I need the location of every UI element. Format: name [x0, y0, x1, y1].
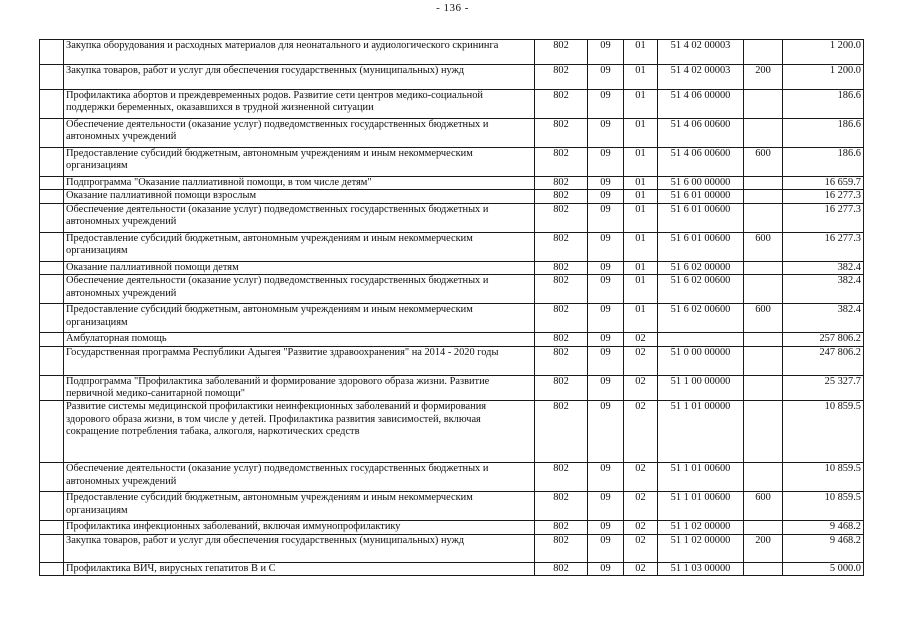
amount-cell: 16 277.3: [783, 203, 864, 232]
row-blank-cell: [40, 261, 64, 274]
amount-cell: 9 468.2: [783, 521, 864, 534]
budget-table-body: [40, 40, 864, 576]
row-blank-cell: [40, 190, 64, 203]
subsection-code-cell: 01: [624, 40, 658, 65]
ministry-code-cell: 802: [535, 119, 588, 148]
row-blank-cell: [40, 40, 64, 65]
subsection-code-cell: 01: [624, 90, 658, 119]
target-article-cell: [658, 333, 744, 346]
row-blank-cell: [40, 304, 64, 333]
row-blank-cell: [40, 148, 64, 177]
row-blank-cell: [40, 562, 64, 575]
target-article-cell: 51 0 00 00000: [658, 346, 744, 375]
expense-type-cell: [744, 562, 783, 575]
row-blank-cell: [40, 275, 64, 304]
amount-cell: 186.6: [783, 148, 864, 177]
section-code-cell: 09: [588, 65, 624, 90]
ministry-code-cell: 802: [535, 304, 588, 333]
table-row: [40, 521, 864, 534]
amount-cell: 5 000.0: [783, 562, 864, 575]
amount-cell: 382.4: [783, 261, 864, 274]
item-name-cell: Профилактика абортов и преждевременных родов. Развитие сети центров медико-социальной поддержки беременных, оказавшихся в трудной жизненной ситуации: [64, 90, 535, 119]
amount-cell: 10 859.5: [783, 463, 864, 492]
table-row: [40, 562, 864, 575]
target-article-cell: 51 1 02 00000: [658, 521, 744, 534]
section-code-cell: 09: [588, 40, 624, 65]
item-name-cell: Закупка оборудования и расходных материалов для неонатального и аудиологического скрининга: [64, 40, 535, 65]
row-blank-cell: [40, 375, 64, 401]
item-name-cell: Закупка товаров, работ и услуг для обеспечения государственных (муниципальных) нужд: [64, 534, 535, 562]
expense-type-cell: [744, 375, 783, 401]
ministry-code-cell: 802: [535, 203, 588, 232]
amount-cell: 186.6: [783, 90, 864, 119]
expense-type-cell: [744, 40, 783, 65]
ministry-code-cell: 802: [535, 190, 588, 203]
section-code-cell: 09: [588, 463, 624, 492]
section-code-cell: 09: [588, 148, 624, 177]
expense-type-cell: [744, 261, 783, 274]
amount-cell: 1 200.0: [783, 40, 864, 65]
subsection-code-cell: 02: [624, 562, 658, 575]
table-row: [40, 232, 864, 261]
amount-cell: 16 277.3: [783, 190, 864, 203]
table-row: [40, 177, 864, 190]
amount-cell: 1 200.0: [783, 65, 864, 90]
amount-cell: 257 806.2: [783, 333, 864, 346]
ministry-code-cell: 802: [535, 521, 588, 534]
row-blank-cell: [40, 119, 64, 148]
expense-type-cell: [744, 90, 783, 119]
subsection-code-cell: 01: [624, 190, 658, 203]
budget-table: [39, 39, 864, 576]
table-row: [40, 90, 864, 119]
ministry-code-cell: 802: [535, 65, 588, 90]
subsection-code-cell: 01: [624, 304, 658, 333]
item-name-cell: Закупка товаров, работ и услуг для обеспечения государственных (муниципальных) нужд: [64, 65, 535, 90]
target-article-cell: 51 1 01 00600: [658, 492, 744, 521]
ministry-code-cell: 802: [535, 375, 588, 401]
amount-cell: 25 327.7: [783, 375, 864, 401]
ministry-code-cell: 802: [535, 492, 588, 521]
section-code-cell: 09: [588, 90, 624, 119]
row-blank-cell: [40, 65, 64, 90]
item-name-cell: Подпрограмма "Оказание паллиативной помощи, в том числе детям": [64, 177, 535, 190]
table-row: [40, 275, 864, 304]
target-article-cell: 51 4 06 00000: [658, 90, 744, 119]
ministry-code-cell: 802: [535, 40, 588, 65]
ministry-code-cell: 802: [535, 275, 588, 304]
table-row: [40, 463, 864, 492]
ministry-code-cell: 802: [535, 148, 588, 177]
section-code-cell: 09: [588, 333, 624, 346]
subsection-code-cell: 02: [624, 346, 658, 375]
amount-cell: 10 859.5: [783, 492, 864, 521]
target-article-cell: 51 1 01 00600: [658, 463, 744, 492]
target-article-cell: 51 4 02 00003: [658, 40, 744, 65]
table-row: [40, 65, 864, 90]
section-code-cell: 09: [588, 346, 624, 375]
table-row: [40, 492, 864, 521]
subsection-code-cell: 01: [624, 203, 658, 232]
amount-cell: 382.4: [783, 304, 864, 333]
section-code-cell: 09: [588, 562, 624, 575]
item-name-cell: Профилактика инфекционных заболеваний, включая иммунопрофилактику: [64, 521, 535, 534]
subsection-code-cell: 02: [624, 492, 658, 521]
item-name-cell: Профилактика ВИЧ, вирусных гепатитов B и C: [64, 562, 535, 575]
amount-cell: 382.4: [783, 275, 864, 304]
expense-type-cell: 600: [744, 148, 783, 177]
row-blank-cell: [40, 534, 64, 562]
row-blank-cell: [40, 521, 64, 534]
table-row: [40, 534, 864, 562]
target-article-cell: 51 6 01 00600: [658, 232, 744, 261]
table-row: [40, 401, 864, 463]
expense-type-cell: [744, 463, 783, 492]
amount-cell: 16 277.3: [783, 232, 864, 261]
section-code-cell: 09: [588, 232, 624, 261]
row-blank-cell: [40, 463, 64, 492]
row-blank-cell: [40, 177, 64, 190]
expense-type-cell: 200: [744, 534, 783, 562]
table-row: [40, 190, 864, 203]
section-code-cell: 09: [588, 275, 624, 304]
ministry-code-cell: 802: [535, 232, 588, 261]
expense-type-cell: [744, 333, 783, 346]
target-article-cell: 51 4 02 00003: [658, 65, 744, 90]
subsection-code-cell: 02: [624, 534, 658, 562]
subsection-code-cell: 01: [624, 261, 658, 274]
expense-type-cell: [744, 190, 783, 203]
expense-type-cell: 600: [744, 492, 783, 521]
item-name-cell: Обеспечение деятельности (оказание услуг) подведомственных государственных бюджетных и автономных учреждений: [64, 275, 535, 304]
item-name-cell: Предоставление субсидий бюджетным, автономным учреждениям и иным некоммерческим организациям: [64, 148, 535, 177]
target-article-cell: 51 1 03 00000: [658, 562, 744, 575]
section-code-cell: 09: [588, 190, 624, 203]
section-code-cell: 09: [588, 375, 624, 401]
table-row: [40, 346, 864, 375]
item-name-cell: Оказание паллиативной помощи взрослым: [64, 190, 535, 203]
target-article-cell: 51 6 02 00600: [658, 275, 744, 304]
amount-cell: 186.6: [783, 119, 864, 148]
section-code-cell: 09: [588, 521, 624, 534]
target-article-cell: 51 6 02 00000: [658, 261, 744, 274]
section-code-cell: 09: [588, 261, 624, 274]
section-code-cell: 09: [588, 492, 624, 521]
expense-type-cell: [744, 119, 783, 148]
expense-type-cell: 200: [744, 65, 783, 90]
item-name-cell: Оказание паллиативной помощи детям: [64, 261, 535, 274]
target-article-cell: 51 6 00 00000: [658, 177, 744, 190]
row-blank-cell: [40, 90, 64, 119]
section-code-cell: 09: [588, 119, 624, 148]
table-row: [40, 119, 864, 148]
target-article-cell: 51 6 01 00600: [658, 203, 744, 232]
page-number: - 136 -: [436, 2, 469, 14]
section-code-cell: 09: [588, 534, 624, 562]
item-name-cell: Предоставление субсидий бюджетным, автономным учреждениям и иным некоммерческим организациям: [64, 304, 535, 333]
table-row: [40, 40, 864, 65]
ministry-code-cell: 802: [535, 463, 588, 492]
ministry-code-cell: 802: [535, 261, 588, 274]
subsection-code-cell: 01: [624, 232, 658, 261]
amount-cell: 10 859.5: [783, 401, 864, 463]
subsection-code-cell: 01: [624, 65, 658, 90]
amount-cell: 247 806.2: [783, 346, 864, 375]
row-blank-cell: [40, 346, 64, 375]
table-row: [40, 375, 864, 401]
expense-type-cell: [744, 203, 783, 232]
subsection-code-cell: 01: [624, 148, 658, 177]
item-name-cell: Подпрограмма "Профилактика заболеваний и формирование здорового образа жизни. Развитие первичной медико-санитарной помощи": [64, 375, 535, 401]
section-code-cell: 09: [588, 203, 624, 232]
subsection-code-cell: 02: [624, 401, 658, 463]
target-article-cell: 51 4 06 00600: [658, 119, 744, 148]
item-name-cell: Предоставление субсидий бюджетным, автономным учреждениям и иным некоммерческим организациям: [64, 232, 535, 261]
item-name-cell: Амбулаторная помощь: [64, 333, 535, 346]
expense-type-cell: [744, 521, 783, 534]
row-blank-cell: [40, 203, 64, 232]
amount-cell: 16 659.7: [783, 177, 864, 190]
item-name-cell: Предоставление субсидий бюджетным, автономным учреждениям и иным некоммерческим организациям: [64, 492, 535, 521]
amount-cell: 9 468.2: [783, 534, 864, 562]
expense-type-cell: 600: [744, 232, 783, 261]
ministry-code-cell: 802: [535, 177, 588, 190]
table-row: [40, 203, 864, 232]
section-code-cell: 09: [588, 401, 624, 463]
target-article-cell: 51 6 01 00000: [658, 190, 744, 203]
subsection-code-cell: 02: [624, 375, 658, 401]
row-blank-cell: [40, 232, 64, 261]
target-article-cell: 51 6 02 00600: [658, 304, 744, 333]
table-row: [40, 261, 864, 274]
section-code-cell: 09: [588, 304, 624, 333]
item-name-cell: Развитие системы медицинской профилактики неинфекционных заболеваний и формирования здорового образа жизни, в том числе у детей. Профилактика развития зависимостей, включая сокращение потребления табака, алкоголя, наркотических средств: [64, 401, 535, 463]
ministry-code-cell: 802: [535, 90, 588, 119]
subsection-code-cell: 02: [624, 521, 658, 534]
row-blank-cell: [40, 492, 64, 521]
expense-type-cell: [744, 275, 783, 304]
item-name-cell: Государственная программа Республики Адыгея "Развитие здравоохранения" на 2014 - 2020 годы: [64, 346, 535, 375]
subsection-code-cell: 02: [624, 463, 658, 492]
subsection-code-cell: 01: [624, 275, 658, 304]
section-code-cell: 09: [588, 177, 624, 190]
item-name-cell: Обеспечение деятельности (оказание услуг) подведомственных государственных бюджетных и автономных учреждений: [64, 119, 535, 148]
target-article-cell: 51 4 06 00600: [658, 148, 744, 177]
ministry-code-cell: 802: [535, 401, 588, 463]
table-row: [40, 333, 864, 346]
ministry-code-cell: 802: [535, 562, 588, 575]
row-blank-cell: [40, 333, 64, 346]
expense-type-cell: [744, 177, 783, 190]
item-name-cell: Обеспечение деятельности (оказание услуг) подведомственных государственных бюджетных и автономных учреждений: [64, 203, 535, 232]
ministry-code-cell: 802: [535, 333, 588, 346]
subsection-code-cell: 01: [624, 177, 658, 190]
target-article-cell: 51 1 01 00000: [658, 401, 744, 463]
expense-type-cell: [744, 346, 783, 375]
target-article-cell: 51 1 00 00000: [658, 375, 744, 401]
ministry-code-cell: 802: [535, 346, 588, 375]
expense-type-cell: [744, 401, 783, 463]
item-name-cell: Обеспечение деятельности (оказание услуг) подведомственных государственных бюджетных и автономных учреждений: [64, 463, 535, 492]
expense-type-cell: 600: [744, 304, 783, 333]
target-article-cell: 51 1 02 00000: [658, 534, 744, 562]
ministry-code-cell: 802: [535, 534, 588, 562]
table-row: [40, 304, 864, 333]
row-blank-cell: [40, 401, 64, 463]
subsection-code-cell: 02: [624, 333, 658, 346]
subsection-code-cell: 01: [624, 119, 658, 148]
table-row: [40, 148, 864, 177]
